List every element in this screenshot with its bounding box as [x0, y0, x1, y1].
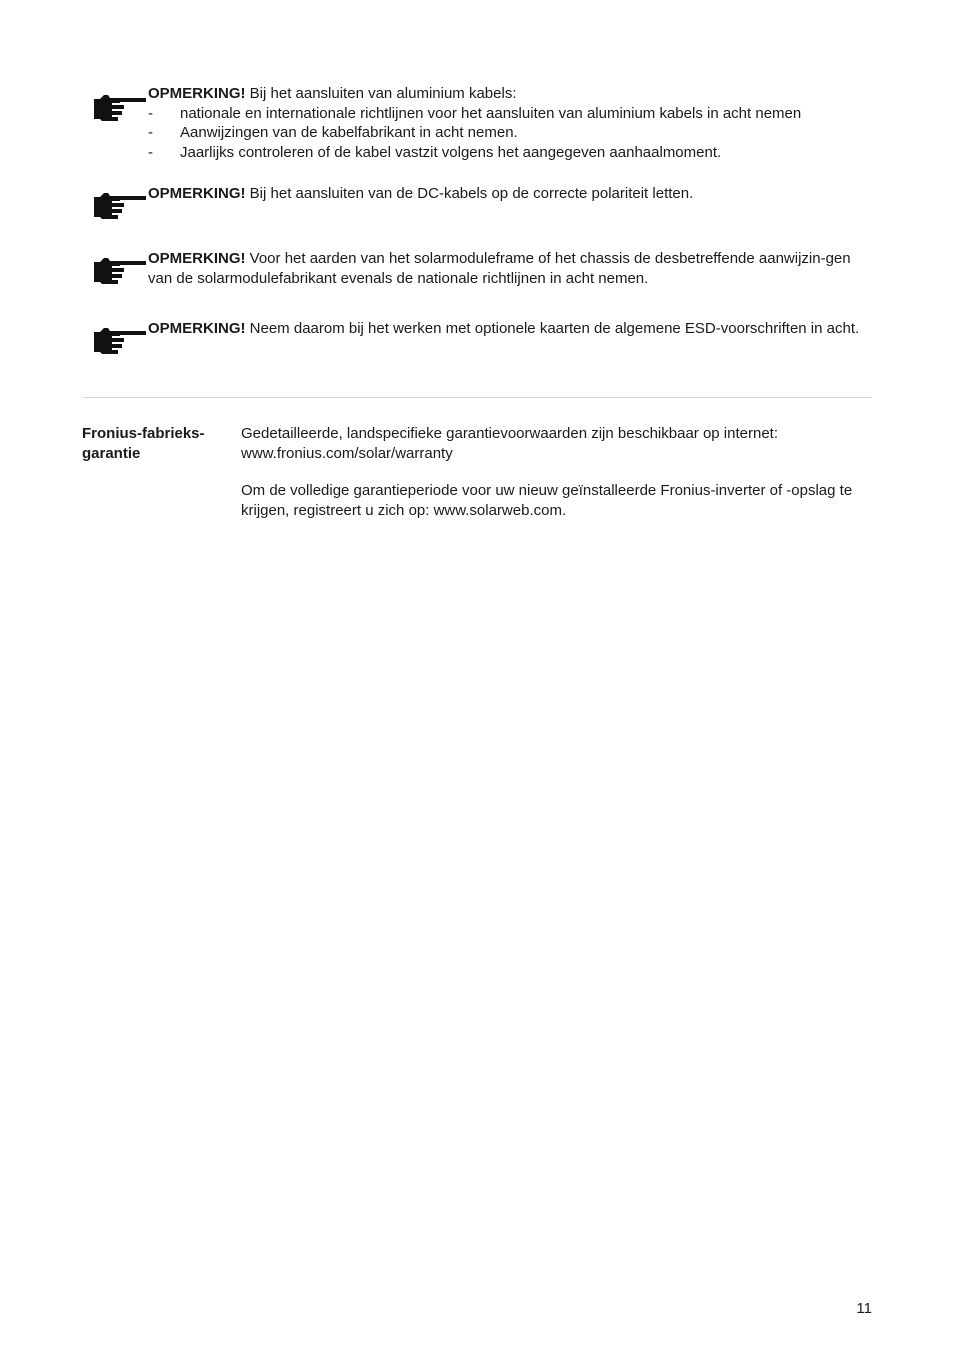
note-text: OPMERKING! Bij het aansluiten van de DC-kabels op de correcte polariteit letten.	[148, 185, 694, 202]
bullet-list	[148, 104, 870, 163]
note-text: OPMERKING! Voor het aarden van het solarmoduleframe of het chassis de desbetreffende aanwijzin-gen van de solarmodulefabrikant evenals de nationale richtlijnen in acht nemen.	[148, 250, 851, 287]
note-label: OPMERKING!	[148, 185, 246, 202]
note-text: OPMERKING! Bij het aansluiten van aluminium kabels: - nationale en internationale richtlijnen voor het aansluiten van aluminium kabels in acht nemen - Aanwijzingen van de kabelfabrikant in acht nemen. - Jaarlijks controleren of de kabel vastzit volgens het aangegeven aanhaalmoment.	[148, 84, 870, 162]
page-number: 11	[856, 1300, 872, 1317]
note-label: OPMERKING!	[148, 85, 246, 102]
list-item: - Aanwijzingen van de kabelfabrikant in acht nemen.	[148, 124, 518, 141]
warranty-paragraph: Gedetailleerde, landspecifieke garantievoorwaarden zijn beschikbaar op internet: www.fronius.com/solar/warranty	[241, 425, 778, 462]
note-label: OPMERKING!	[148, 250, 246, 267]
section-divider	[82, 397, 872, 398]
note-text: OPMERKING! Neem daarom bij het werken met optionele kaarten de algemene ESD-voorschriften in acht.	[148, 320, 860, 337]
warranty-link[interactable]: www.fronius.com/solar/warranty	[241, 444, 453, 462]
section-heading: Fronius-fabrieks- garantie	[82, 425, 205, 462]
list-item: - nationale en internationale richtlijnen voor het aansluiten van aluminium kabels in acht nemen	[148, 104, 802, 122]
warranty-body	[241, 424, 873, 538]
pointing-hand-icon	[90, 253, 146, 289]
note-label: OPMERKING!	[148, 320, 246, 337]
pointing-hand-icon	[90, 323, 146, 359]
list-item: - Jaarlijks controleren of de kabel vastzit volgens het aangegeven aanhaalmoment.	[148, 143, 722, 161]
pointing-hand-icon	[90, 90, 146, 126]
registration-paragraph: Om de volledige garantieperiode voor uw nieuw geïnstalleerde Fronius-inverter of -opslag te krijgen, registreert u zich op: www.solarweb.com.	[241, 482, 853, 519]
pointing-hand-icon	[90, 188, 146, 224]
